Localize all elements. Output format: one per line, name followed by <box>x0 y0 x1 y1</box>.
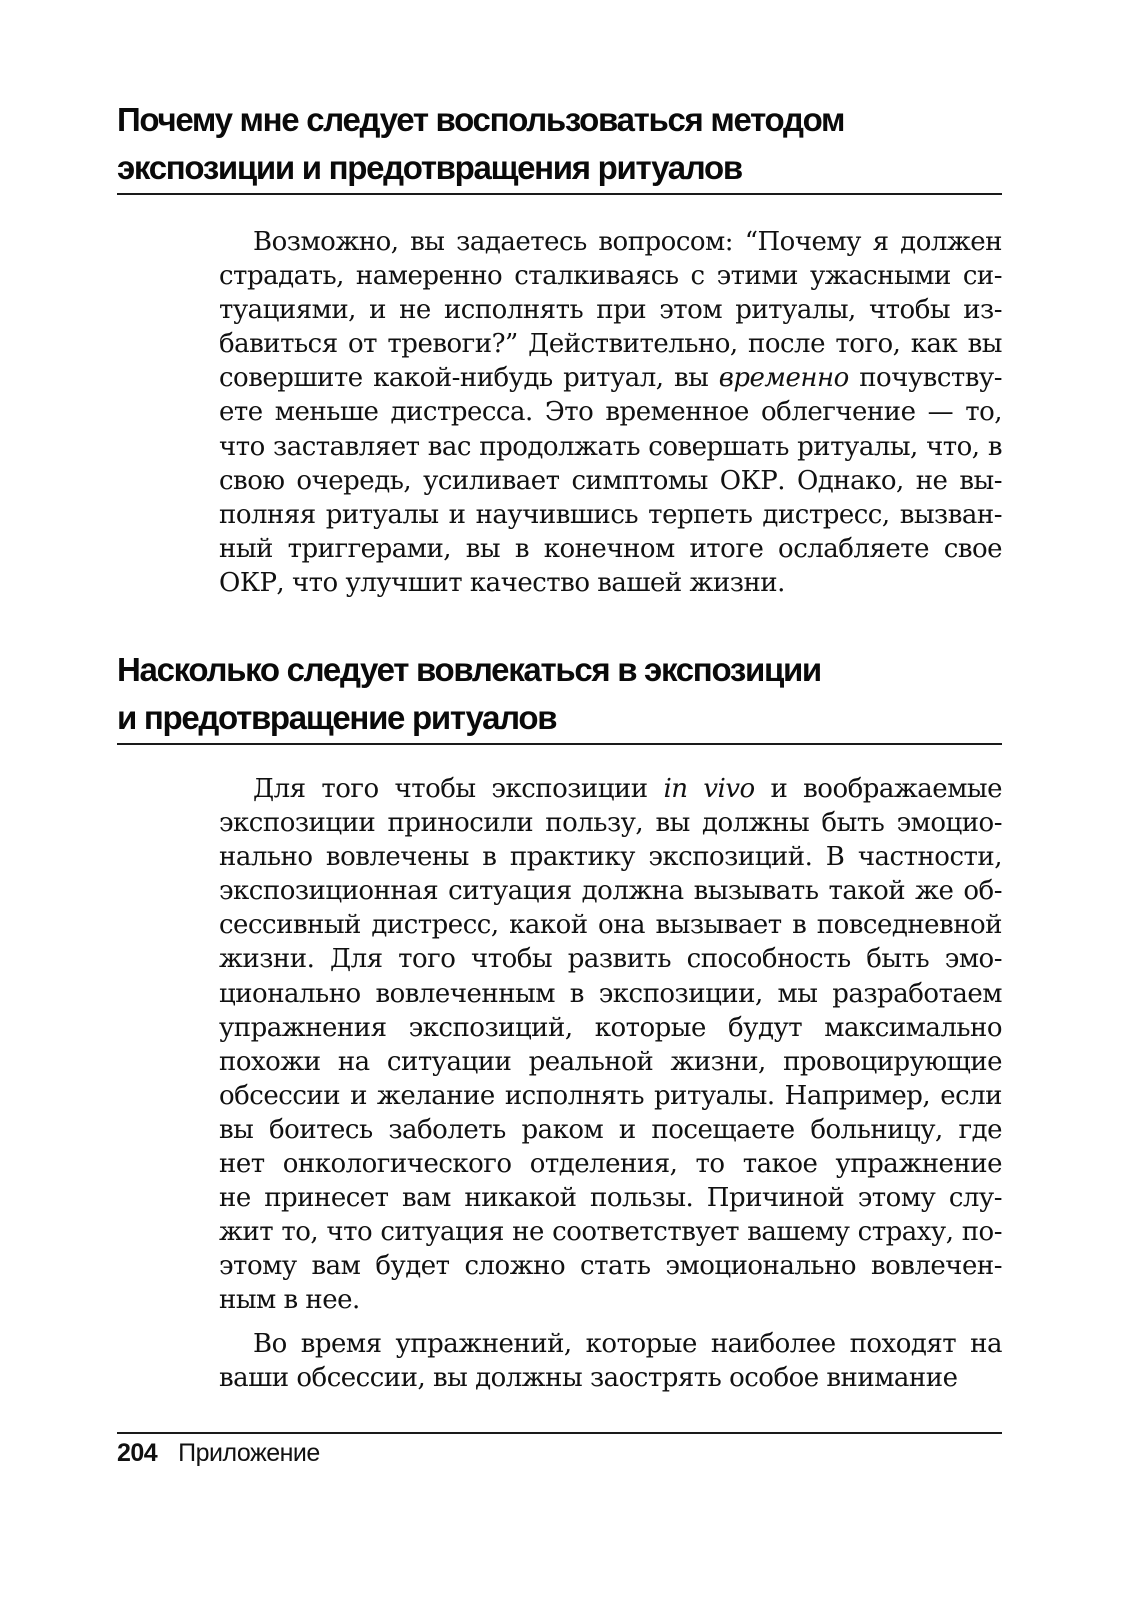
text-line: жит то, что ситуация не соответствует вашему страху, по- <box>219 1217 1002 1248</box>
text-line: бавиться от тревоги?” Действительно, после того, как вы <box>219 329 1002 360</box>
paragraph-focus-attention <box>219 1327 1002 1395</box>
section-heading-why-exposure <box>117 96 997 192</box>
text-line <box>219 361 1002 395</box>
text-segment: почувству- <box>848 363 1002 394</box>
text-segment: совершите какой-нибудь ритуал, вы <box>219 363 719 394</box>
text-line: сессивный дистресс, какой она вызывает в повседневной <box>219 910 1002 941</box>
text-line: ный триггерами, вы в конечном итоге ослабляете свое <box>219 533 1002 564</box>
text-line: полняя ритуалы и научившись терпеть дистресс, вызван- <box>219 499 1002 530</box>
footer-rule <box>117 1432 1002 1434</box>
heading-underline <box>117 743 1002 745</box>
italic-emphasis: временно <box>718 363 849 394</box>
text-line: обсессии и желание исполнять ритуалы. Например, если <box>219 1080 1002 1111</box>
text-line: экспозиции приносили пользу, вы должны быть эмоцио- <box>219 808 1002 839</box>
text-line: Возможно, вы задаетесь вопросом: “Почему я должен <box>253 227 1002 257</box>
text-line: ете меньше дистресса. Это временное облегчение — то, <box>219 397 1002 428</box>
section-heading-how-involved <box>117 646 997 742</box>
paragraph-why-exposure <box>219 225 1002 600</box>
text-line: не принесет вам никакой пользы. Причиной этому слу- <box>219 1183 1002 1214</box>
text-line: упражнения экспозиций, которые будут максимально <box>219 1012 1002 1043</box>
text-line: жизни. Для того чтобы развить способность быть эмо- <box>219 944 1002 975</box>
heading-line: Почему мне следует воспользоваться методом <box>117 101 845 138</box>
text-line: нально вовлечены в практику экспозиций. В частности, <box>219 842 1002 873</box>
text-line: ным в нее. <box>219 1285 360 1316</box>
text-line: что заставляет вас продолжать совершать ритуалы, что, в <box>219 431 1002 462</box>
italic-emphasis: in vivo <box>663 774 755 804</box>
text-line <box>219 772 1002 806</box>
page-footer <box>117 1435 320 1471</box>
footer-section-name: Приложение <box>178 1439 320 1467</box>
text-line: ОКР, что улучшит качество вашей жизни. <box>219 567 785 598</box>
text-segment: и воображаемые <box>754 774 1003 804</box>
paragraph-emotional-involvement <box>219 772 1002 1318</box>
heading-line: экспозиции и предотвращения ритуалов <box>117 149 742 186</box>
page-number: 204 <box>117 1439 158 1467</box>
heading-line: Насколько следует вовлекаться в экспозиции <box>117 651 821 688</box>
heading-line: и предотвращение ритуалов <box>117 699 557 736</box>
text-line: туациями, и не исполнять при этом ритуалы, чтобы из- <box>219 295 1002 326</box>
text-line: ционально вовлеченным в экспозиции, мы разработаем <box>219 978 1002 1009</box>
text-line: вы боитесь заболеть раком и посещаете больницу, где <box>219 1114 1002 1145</box>
text-line: этому вам будет сложно стать эмоционально вовлечен- <box>219 1251 1002 1282</box>
text-line: ваши обсессии, вы должны заострять особое внимание <box>219 1363 958 1394</box>
text-line: похожи на ситуации реальной жизни, провоцирующие <box>219 1046 1002 1077</box>
text-line: Во время упражнений, которые наиболее походят на <box>253 1329 1002 1359</box>
text-line: экспозиционная ситуация должна вызывать такой же об- <box>219 876 1002 907</box>
text-segment: Для того чтобы экспозиции <box>253 774 664 804</box>
text-line: нет онкологического отделения, то такое упражнение <box>219 1149 1002 1180</box>
heading-underline <box>117 193 1002 195</box>
text-line: страдать, намеренно сталкиваясь с этими ужасными си- <box>219 261 1002 292</box>
text-line: свою очередь, усиливает симптомы ОКР. Однако, не вы- <box>219 465 1002 496</box>
